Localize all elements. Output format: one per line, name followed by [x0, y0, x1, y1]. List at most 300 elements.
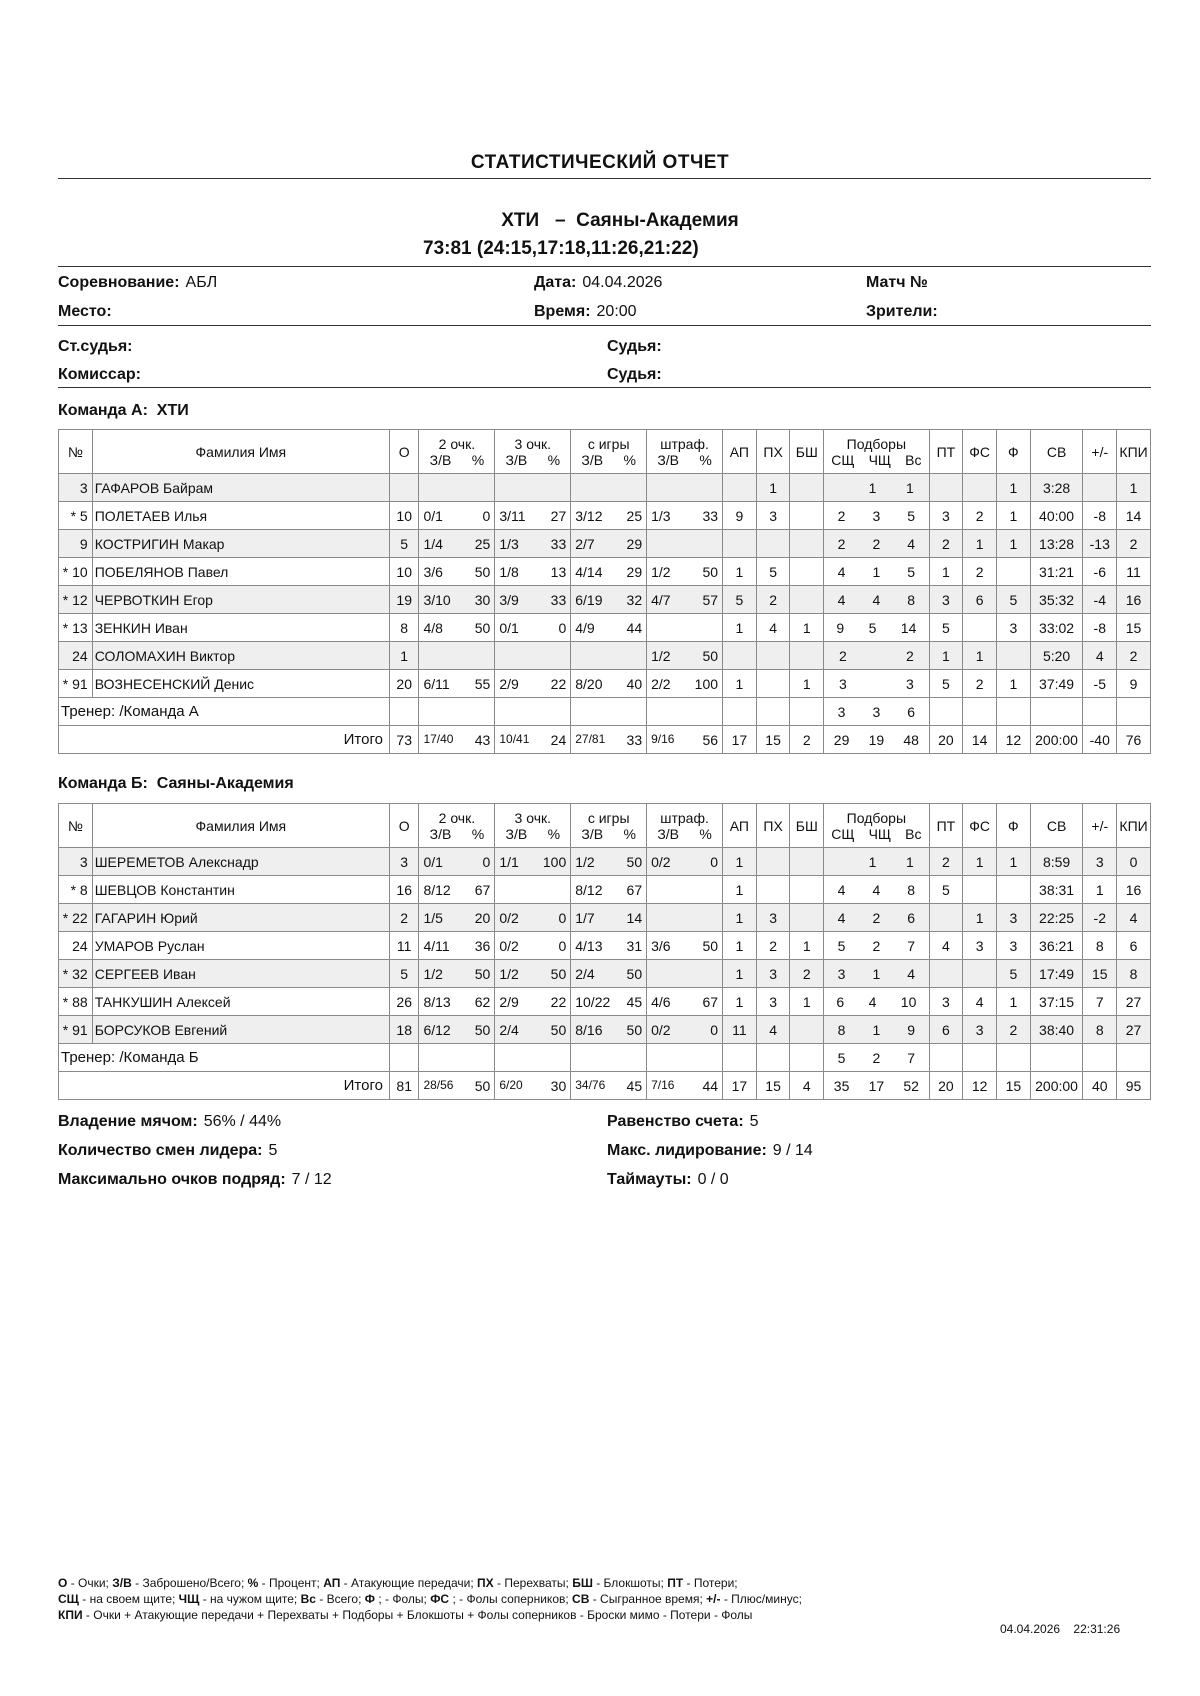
three-pt-cell: 10/41 24	[495, 726, 571, 754]
player-name: КОСТРИГИН Макар	[92, 530, 389, 558]
empty-cell	[929, 698, 963, 726]
steals-cell: 15	[756, 1072, 790, 1100]
minutes-cell: 33:02	[1030, 614, 1083, 642]
header-turnovers: ПТ	[929, 430, 963, 474]
steals-cell	[756, 642, 790, 670]
efficiency-cell: 8	[1117, 960, 1151, 988]
header-points: О	[389, 430, 419, 474]
three-pt-cell: 1/2 50	[495, 960, 571, 988]
spectators: Зрители:	[866, 303, 938, 320]
plus-minus-cell: -2	[1083, 904, 1117, 932]
empty-cell	[1030, 698, 1083, 726]
fouls-cell: 5	[997, 586, 1031, 614]
plus-minus-cell: 1	[1083, 876, 1117, 904]
efficiency-cell: 14	[1117, 502, 1151, 530]
points-cell: 5	[389, 530, 419, 558]
efficiency-cell: 2	[1117, 642, 1151, 670]
fouls-drawn-cell: 2	[963, 670, 997, 698]
player-name: ГАФАРОВ Байрам	[92, 474, 389, 502]
ft-cell: 0/2 0	[647, 848, 723, 876]
blocks-cell: 4	[790, 1072, 824, 1100]
ft-cell: 2/2 100	[647, 670, 723, 698]
two-pt-cell: 17/40 43	[419, 726, 495, 754]
header-assists: АП	[723, 804, 757, 848]
two-pt-cell: 8/13 62	[419, 988, 495, 1016]
table-row	[59, 614, 1151, 642]
assists-cell: 1	[723, 558, 757, 586]
assists-cell: 1	[723, 848, 757, 876]
player-number: 24	[59, 932, 93, 960]
coach-row	[59, 698, 1151, 726]
efficiency-cell: 11	[1117, 558, 1151, 586]
ft-cell	[647, 530, 723, 558]
two-pt-cell: 6/11 55	[419, 670, 495, 698]
chief-referee: Ст.судья:	[58, 338, 133, 355]
fouls-drawn-cell: 2	[963, 502, 997, 530]
assists-cell	[723, 642, 757, 670]
fouls-drawn-cell: 1	[963, 642, 997, 670]
legend-line: СЩ - на своем щите; ЧЩ - на чужом щите; Вс - Всего; Ф ; - Фолы; ФС ; - Фолы соперников; СВ - Сыгранное время; +/- - Плюс/минус;	[58, 1592, 802, 1606]
three-pt-cell	[495, 474, 571, 502]
efficiency-cell: 16	[1117, 876, 1151, 904]
blocks-cell	[790, 530, 824, 558]
team-b-name: Саяны-Академия	[576, 210, 739, 231]
plus-minus-cell: -6	[1083, 558, 1117, 586]
divider	[58, 266, 1151, 267]
blocks-cell: 1	[790, 988, 824, 1016]
two-pt-cell: 3/6 50	[419, 558, 495, 586]
ft-cell: 9/16 56	[647, 726, 723, 754]
ft-cell: 1/3 33	[647, 502, 723, 530]
plus-minus-cell: 8	[1083, 932, 1117, 960]
empty-cell	[723, 698, 757, 726]
turnovers-cell: 4	[929, 932, 963, 960]
turnovers-cell: 3	[929, 586, 963, 614]
player-number: * 10	[59, 558, 93, 586]
header-steals: ПХ	[756, 430, 790, 474]
match-date: Дата: 04.04.2026	[534, 274, 663, 291]
turnovers-cell: 5	[929, 876, 963, 904]
two-pt-cell: 3/10 30	[419, 586, 495, 614]
fouls-cell: 3	[997, 904, 1031, 932]
rebounds-cell: 2 3 5	[824, 502, 929, 530]
three-pt-cell: 2/9 22	[495, 670, 571, 698]
assists-cell: 1	[723, 670, 757, 698]
turnovers-cell: 2	[929, 848, 963, 876]
match-teams	[0, 210, 1200, 232]
rebounds-cell: 4 2 6	[824, 904, 929, 932]
total-label: Итого	[59, 726, 390, 754]
minutes-cell: 38:31	[1030, 876, 1083, 904]
efficiency-cell: 95	[1117, 1072, 1151, 1100]
assists-cell: 1	[723, 614, 757, 642]
table-row	[59, 932, 1151, 960]
rebounds-cell: 2 2	[824, 642, 929, 670]
three-pt-cell: 2/4 50	[495, 1016, 571, 1044]
blocks-cell: 2	[790, 960, 824, 988]
player-name: ЗЕНКИН Иван	[92, 614, 389, 642]
team-separator: –	[555, 210, 566, 231]
fouls-cell: 1	[997, 502, 1031, 530]
header-2pt: 2 очк. З/В %	[419, 804, 495, 848]
turnovers-cell: 1	[929, 642, 963, 670]
assists-cell: 1	[723, 904, 757, 932]
rebounds-cell: 3 3	[824, 670, 929, 698]
header-points: О	[389, 804, 419, 848]
three-pt-cell: 2/9 22	[495, 988, 571, 1016]
turnovers-cell	[929, 904, 963, 932]
header-ft: штраф. З/В %	[647, 804, 723, 848]
player-name: СЕРГЕЕВ Иван	[92, 960, 389, 988]
points-cell: 81	[389, 1072, 419, 1100]
ft-cell	[647, 876, 723, 904]
two-pt-cell: 28/56 50	[419, 1072, 495, 1100]
fg-cell: 3/12 25	[571, 502, 647, 530]
fg-cell: 4/9 44	[571, 614, 647, 642]
efficiency-cell: 0	[1117, 848, 1151, 876]
coach-row	[59, 1044, 1151, 1072]
steals-cell: 15	[756, 726, 790, 754]
max-run: Максимально очков подряд: 7 / 12	[58, 1171, 332, 1188]
fouls-drawn-cell: 3	[963, 1016, 997, 1044]
two-pt-cell: 4/8 50	[419, 614, 495, 642]
competition: Соревнование: АБЛ	[58, 274, 218, 291]
player-name: ПОБЕЛЯНОВ Павел	[92, 558, 389, 586]
empty-cell	[1117, 1044, 1151, 1072]
minutes-cell: 17:49	[1030, 960, 1083, 988]
three-pt-cell: 0/1 0	[495, 614, 571, 642]
empty-cell	[1117, 698, 1151, 726]
rebounds-cell: 2 2 4	[824, 530, 929, 558]
efficiency-cell: 1	[1117, 474, 1151, 502]
plus-minus-cell: -4	[1083, 586, 1117, 614]
player-name: УМАРОВ Руслан	[92, 932, 389, 960]
empty-cell	[419, 1044, 495, 1072]
efficiency-cell: 16	[1117, 586, 1151, 614]
fg-cell: 8/20 40	[571, 670, 647, 698]
header-3pt: 3 очк. З/В %	[495, 804, 571, 848]
ft-cell	[647, 474, 723, 502]
ft-cell: 4/6 67	[647, 988, 723, 1016]
empty-cell	[963, 1044, 997, 1072]
plus-minus-cell: -8	[1083, 614, 1117, 642]
player-number: * 32	[59, 960, 93, 988]
fouls-drawn-cell: 1	[963, 904, 997, 932]
fouls-cell: 3	[997, 932, 1031, 960]
minutes-cell: 22:25	[1030, 904, 1083, 932]
legend-line: КПИ - Очки + Атакующие передачи + Перехваты + Подборы + Блокшоты + Фолы соперников - Броски мимо - Потери - Фолы	[58, 1608, 753, 1622]
points-cell: 73	[389, 726, 419, 754]
header-2pt: 2 очк. З/В %	[419, 430, 495, 474]
points-cell: 2	[389, 904, 419, 932]
points-cell: 10	[389, 558, 419, 586]
blocks-cell: 1	[790, 932, 824, 960]
header-ft: штраф. З/В %	[647, 430, 723, 474]
header-minutes: СВ	[1030, 430, 1083, 474]
fouls-cell: 12	[997, 726, 1031, 754]
assists-cell: 5	[723, 586, 757, 614]
player-number: 24	[59, 642, 93, 670]
rebounds-cell: 1 1	[824, 848, 929, 876]
steals-cell: 3	[756, 988, 790, 1016]
blocks-cell: 2	[790, 726, 824, 754]
table-row	[59, 960, 1151, 988]
team-a-stats-table	[58, 429, 1151, 754]
header-efficiency: КПИ	[1117, 804, 1151, 848]
match-number: Матч №	[866, 274, 928, 291]
fg-cell: 1/2 50	[571, 848, 647, 876]
turnovers-cell	[929, 960, 963, 988]
table-row	[59, 586, 1151, 614]
team-b-heading: Команда Б: Саяны-Академия	[58, 775, 294, 792]
plus-minus-cell: -13	[1083, 530, 1117, 558]
table-row	[59, 904, 1151, 932]
header-name: Фамилия Имя	[92, 430, 389, 474]
header-fg: с игры З/В %	[571, 430, 647, 474]
rebounds-cell: 5 2 7	[824, 932, 929, 960]
efficiency-cell: 15	[1117, 614, 1151, 642]
fouls-cell	[997, 642, 1031, 670]
assists-cell: 17	[723, 726, 757, 754]
blocks-cell	[790, 876, 824, 904]
three-pt-cell	[495, 642, 571, 670]
minutes-cell: 200:00	[1030, 726, 1083, 754]
fouls-cell: 1	[997, 474, 1031, 502]
plus-minus-cell: -8	[1083, 502, 1117, 530]
rebounds-cell: 4 1 5	[824, 558, 929, 586]
assists-cell: 1	[723, 988, 757, 1016]
empty-cell	[389, 698, 419, 726]
assists-cell: 11	[723, 1016, 757, 1044]
points-cell: 5	[389, 960, 419, 988]
empty-cell	[1083, 1044, 1117, 1072]
coach-rebounds: 3 3 6	[824, 698, 929, 726]
fg-cell: 34/76 45	[571, 1072, 647, 1100]
fouls-cell: 1	[997, 988, 1031, 1016]
referee-1: Судья:	[607, 338, 662, 355]
turnovers-cell: 5	[929, 614, 963, 642]
two-pt-cell: 4/11 36	[419, 932, 495, 960]
table-row	[59, 670, 1151, 698]
minutes-cell: 200:00	[1030, 1072, 1083, 1100]
timeouts: Таймауты: 0 / 0	[607, 1171, 729, 1188]
fouls-cell: 5	[997, 960, 1031, 988]
plus-minus-cell: 7	[1083, 988, 1117, 1016]
legend	[58, 1575, 802, 1623]
header-turnovers: ПТ	[929, 804, 963, 848]
empty-cell	[647, 1044, 723, 1072]
turnovers-cell: 2	[929, 530, 963, 558]
player-number: * 91	[59, 670, 93, 698]
legend-line: О - Очки; З/В - Заброшено/Всего; % - Процент; АП - Атакующие передачи; ПХ - Перехваты; БШ - Блокшоты; ПТ - Потери;	[58, 1576, 738, 1590]
points-cell: 18	[389, 1016, 419, 1044]
blocks-cell	[790, 502, 824, 530]
table-row	[59, 530, 1151, 558]
ft-cell	[647, 614, 723, 642]
header-blocks: БШ	[790, 430, 824, 474]
table-row	[59, 642, 1151, 670]
player-number: * 91	[59, 1016, 93, 1044]
points-cell	[389, 474, 419, 502]
player-name: ТАНКУШИН Алексей	[92, 988, 389, 1016]
steals-cell	[756, 848, 790, 876]
three-pt-cell: 1/1 100	[495, 848, 571, 876]
steals-cell: 5	[756, 558, 790, 586]
fouls-drawn-cell: 12	[963, 1072, 997, 1100]
empty-cell	[571, 698, 647, 726]
points-cell: 1	[389, 642, 419, 670]
fouls-cell: 1	[997, 670, 1031, 698]
steals-cell: 2	[756, 932, 790, 960]
blocks-cell: 1	[790, 614, 824, 642]
empty-cell	[790, 1044, 824, 1072]
player-name: ШЕРЕМЕТОВ Алекснадр	[92, 848, 389, 876]
player-name: ПОЛЕТАЕВ Илья	[92, 502, 389, 530]
blocks-cell: 1	[790, 670, 824, 698]
empty-cell	[963, 698, 997, 726]
efficiency-cell: 27	[1117, 988, 1151, 1016]
ties: Равенство счета: 5	[607, 1113, 759, 1130]
rebounds-cell: 29 19 48	[824, 726, 929, 754]
table-row	[59, 502, 1151, 530]
ft-cell	[647, 960, 723, 988]
plus-minus-cell: 40	[1083, 1072, 1117, 1100]
fouls-cell: 3	[997, 614, 1031, 642]
two-pt-cell: 0/1 0	[419, 502, 495, 530]
rebounds-cell: 9 5 14	[824, 614, 929, 642]
empty-cell	[1030, 1044, 1083, 1072]
player-name: БОРСУКОВ Евгений	[92, 1016, 389, 1044]
team-b-stats-table	[58, 803, 1151, 1100]
rebounds-cell: 1 1	[824, 474, 929, 502]
player-number: * 88	[59, 988, 93, 1016]
ft-cell: 1/2 50	[647, 642, 723, 670]
minutes-cell: 38:40	[1030, 1016, 1083, 1044]
player-name: ШЕВЦОВ Константин	[92, 876, 389, 904]
assists-cell	[723, 474, 757, 502]
ft-cell: 7/16 44	[647, 1072, 723, 1100]
three-pt-cell: 1/3 33	[495, 530, 571, 558]
two-pt-cell: 6/12 50	[419, 1016, 495, 1044]
fg-cell: 27/81 33	[571, 726, 647, 754]
steals-cell: 3	[756, 502, 790, 530]
table-row	[59, 988, 1151, 1016]
header-3pt: 3 очк. З/В %	[495, 430, 571, 474]
minutes-cell: 31:21	[1030, 558, 1083, 586]
two-pt-cell	[419, 642, 495, 670]
player-number: 3	[59, 848, 93, 876]
header-fouls-drawn: ФС	[963, 430, 997, 474]
minutes-cell: 36:21	[1030, 932, 1083, 960]
plus-minus-cell: 8	[1083, 1016, 1117, 1044]
minutes-cell: 40:00	[1030, 502, 1083, 530]
points-cell: 3	[389, 848, 419, 876]
steals-cell: 4	[756, 614, 790, 642]
fg-cell: 10/22 45	[571, 988, 647, 1016]
assists-cell: 1	[723, 932, 757, 960]
total-label: Итого	[59, 1072, 390, 1100]
fouls-drawn-cell: 2	[963, 558, 997, 586]
divider	[58, 325, 1151, 326]
table-row	[59, 876, 1151, 904]
rebounds-cell: 35 17 52	[824, 1072, 929, 1100]
blocks-cell	[790, 904, 824, 932]
rebounds-cell: 4 4 8	[824, 876, 929, 904]
three-pt-cell: 0/2 0	[495, 904, 571, 932]
turnovers-cell: 1	[929, 558, 963, 586]
coach-name: Тренер: /Команда Б	[59, 1044, 390, 1072]
player-number: * 8	[59, 876, 93, 904]
fg-cell: 8/16 50	[571, 1016, 647, 1044]
max-lead: Макс. лидирование: 9 / 14	[607, 1142, 813, 1159]
header-fouls: Ф	[997, 430, 1031, 474]
fg-cell: 2/7 29	[571, 530, 647, 558]
header-rebounds: Подборы СЩ ЧЩ Вс	[824, 430, 929, 474]
steals-cell: 4	[756, 1016, 790, 1044]
plus-minus-cell: 3	[1083, 848, 1117, 876]
ft-cell: 0/2 0	[647, 1016, 723, 1044]
referee-2: Судья:	[607, 366, 662, 383]
header-plus-minus: +/-	[1083, 430, 1117, 474]
header-blocks: БШ	[790, 804, 824, 848]
fg-cell	[571, 642, 647, 670]
plus-minus-cell: 15	[1083, 960, 1117, 988]
player-number: * 5	[59, 502, 93, 530]
steals-cell: 3	[756, 960, 790, 988]
fg-cell: 4/14 29	[571, 558, 647, 586]
steals-cell	[756, 670, 790, 698]
fouls-drawn-cell: 4	[963, 988, 997, 1016]
player-number: 9	[59, 530, 93, 558]
three-pt-cell: 0/2 0	[495, 932, 571, 960]
fouls-cell	[997, 876, 1031, 904]
team-a-heading: Команда А: ХТИ	[58, 402, 189, 419]
steals-cell	[756, 530, 790, 558]
efficiency-cell: 4	[1117, 904, 1151, 932]
match-score: 73:81 (24:15,17:18,11:26,21:22)	[423, 238, 699, 259]
empty-cell	[571, 1044, 647, 1072]
fouls-drawn-cell	[963, 876, 997, 904]
turnovers-cell: 20	[929, 726, 963, 754]
points-cell: 10	[389, 502, 419, 530]
efficiency-cell: 27	[1117, 1016, 1151, 1044]
ft-cell: 4/7 57	[647, 586, 723, 614]
minutes-cell: 5:20	[1030, 642, 1083, 670]
ft-cell: 1/2 50	[647, 558, 723, 586]
player-number: * 12	[59, 586, 93, 614]
turnovers-cell: 6	[929, 1016, 963, 1044]
empty-cell	[997, 698, 1031, 726]
header-no: №	[59, 804, 93, 848]
minutes-cell: 8:59	[1030, 848, 1083, 876]
efficiency-cell: 6	[1117, 932, 1151, 960]
three-pt-cell: 3/11 27	[495, 502, 571, 530]
turnovers-cell	[929, 474, 963, 502]
two-pt-cell: 1/5 20	[419, 904, 495, 932]
points-cell: 26	[389, 988, 419, 1016]
empty-cell	[647, 698, 723, 726]
player-name: СОЛОМАХИН Виктор	[92, 642, 389, 670]
team-a-name: ХТИ	[501, 210, 540, 231]
three-pt-cell	[495, 876, 571, 904]
total-row	[59, 1072, 1151, 1100]
efficiency-cell: 2	[1117, 530, 1151, 558]
steals-cell: 3	[756, 904, 790, 932]
divider	[58, 178, 1151, 179]
blocks-cell	[790, 474, 824, 502]
header-fouls: Ф	[997, 804, 1031, 848]
lead-changes: Количество смен лидера: 5	[58, 1142, 278, 1159]
